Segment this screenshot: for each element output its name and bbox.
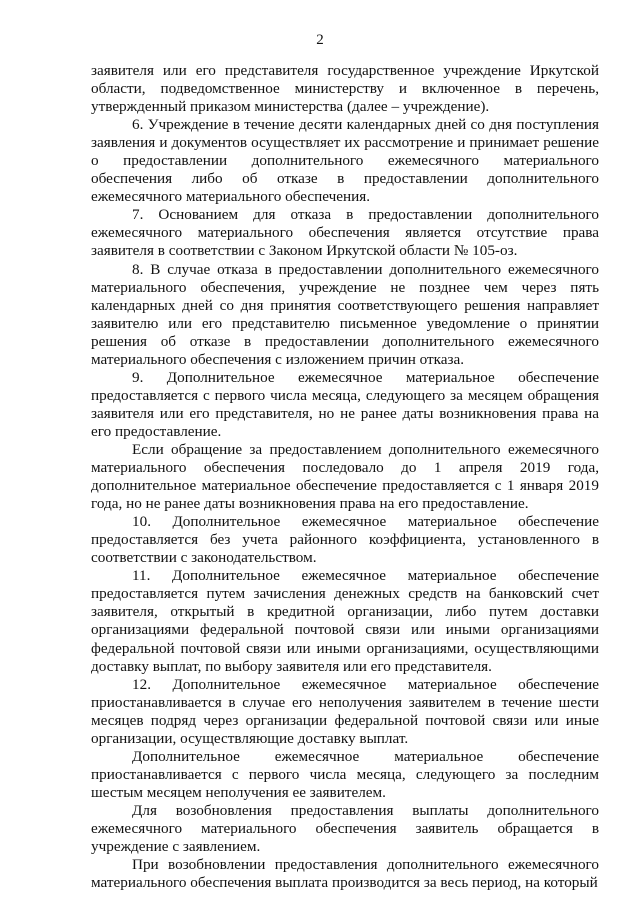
paragraph-item-10: 10. Дополнительное ежемесячное материальное обеспечение предоставляется без учета районного коэффициента, установленного в соответствии с законодательством.: [91, 513, 599, 567]
paragraph-item-9: 9. Дополнительное ежемесячное материальное обеспечение предоставляется с первого числа месяца, следующего за месяцем обращения заявителя или его представителя, но не ранее даты возникновения права на его предоставление.: [91, 368, 599, 440]
paragraph-item-12: 12. Дополнительное ежемесячное материальное обеспечение приостанавливается в случае его неполучения заявителем в течение шести месяцев подряд через организации федеральной почтовой связи или иные организации, осуществляющие доставку выплат.: [91, 675, 599, 747]
paragraph-item-12-payment: При возобновлении предоставления дополнительного ежемесячного материального обеспечения выплата производится за весь период, на который: [91, 856, 599, 892]
document-body: [91, 62, 599, 892]
paragraph-item-6: 6. Учреждение в течение десяти календарных дней со дня поступления заявления и документов осуществляет их рассмотрение и принимает решение о предоставлении дополнительного ежемесячного материального обеспечения либо об отказе в предоставлении дополнительного ежемесячного материального обеспечения.: [91, 116, 599, 206]
paragraph-item-7: 7. Основанием для отказа в предоставлении дополнительного ежемесячного материального обеспечения является отсутствие права заявителя в соответствии с Законом Иркутской области № 105-оз.: [91, 206, 599, 260]
page-number: 2: [316, 32, 324, 48]
paragraph-item-9-note: Если обращение за предоставлением дополнительного ежемесячного материального обеспечения последовало до 1 апреля 2019 года, дополнительное материальное обеспечение предоставляется с 1 января 2019 года, но не ранее даты возникновения права на его предоставление.: [91, 440, 599, 513]
paragraph-item-12-suspension: Дополнительное ежемесячное материальное обеспечение приостанавливается с первого числа месяца, следующего за последним шестым месяцем неполучения ее заявителем.: [91, 747, 599, 801]
paragraph-item-11: 11. Дополнительное ежемесячное материальное обеспечение предоставляется путем зачисления денежных средств на банковский счет заявителя, открытый в кредитной организации, либо путем доставки организациями федеральной почтовой связи или иными организациями федеральной почтовой связи или иными организациями, осуществляющими доставку выплат, по выбору заявителя или его представителя.: [91, 567, 599, 675]
paragraph-item-8: 8. В случае отказа в предоставлении дополнительного ежемесячного материального обеспечения, учреждение не позднее чем через пять календарных дней со дня принятия соответствующего решения направляет заявителю или его представителю письменное уведомление о принятии решения об отказе в предоставлении дополнительного ежемесячного материального обеспечения с изложением причин отказа.: [91, 260, 599, 368]
paragraph-item-12-resumption: Для возобновления предоставления выплаты дополнительного ежемесячного материального обеспечения заявитель обращается в учреждение с заявлением.: [91, 801, 599, 856]
paragraph-continuation: заявителя или его представителя государственное учреждение Иркутской области, подведомственное министерству и включенное в перечень, утвержденный приказом министерства (далее – учреждение).: [91, 62, 599, 116]
